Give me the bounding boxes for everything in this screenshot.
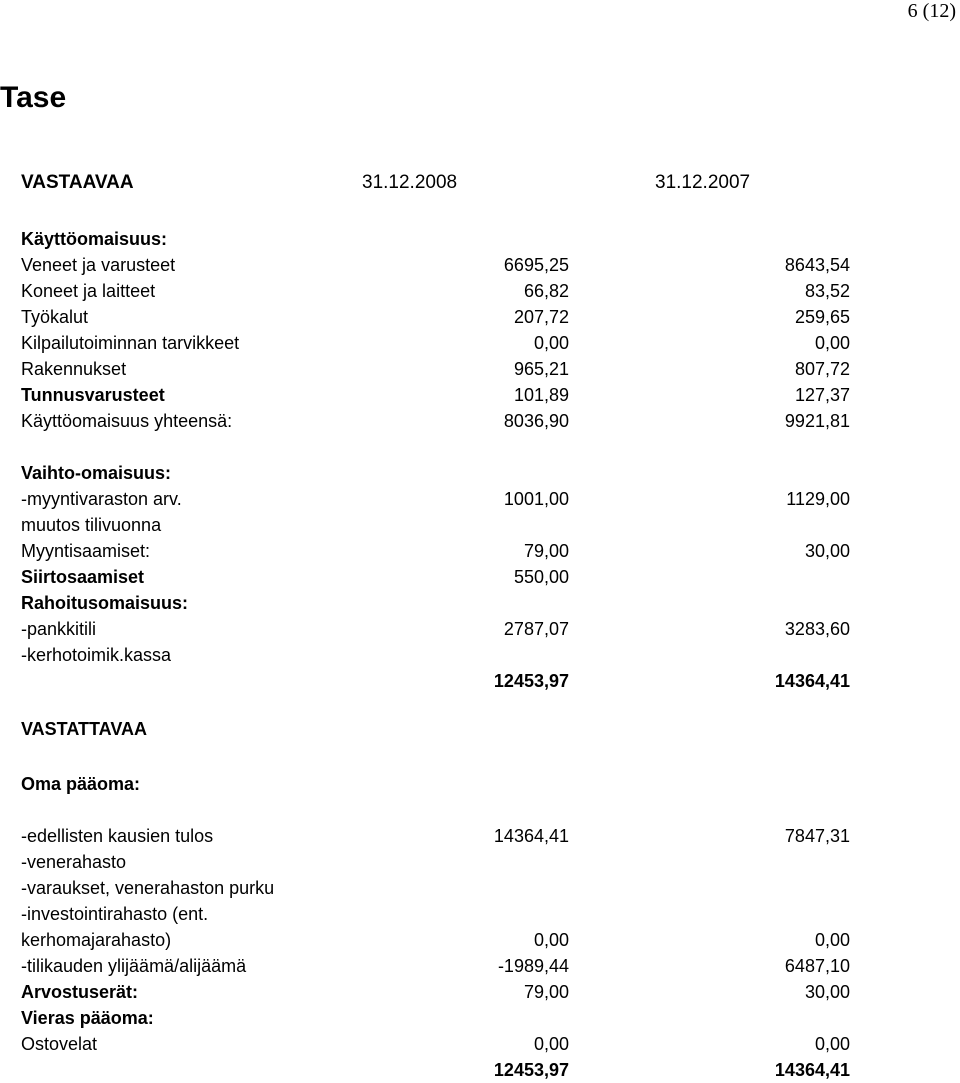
table-row xyxy=(21,486,960,512)
row-label: -myyntivaraston arv. xyxy=(21,489,182,509)
table-row xyxy=(21,538,960,564)
page-number: 6 (12) xyxy=(907,0,956,22)
value-2007: 259,65 xyxy=(794,307,850,327)
value-2008: 0,00 xyxy=(533,1034,569,1054)
row-label: -varaukset, venerahaston purku xyxy=(21,878,275,898)
table-row xyxy=(21,1005,960,1031)
table-row xyxy=(21,771,960,797)
value-2008: 101,89 xyxy=(513,385,569,405)
value-2008: 12453,97 xyxy=(493,671,569,691)
column-header-2008: 31.12.2008 xyxy=(362,172,458,193)
value-2007: 807,72 xyxy=(794,359,850,379)
row-label: Veneet ja varusteet xyxy=(21,255,176,275)
value-2008: 1001,00 xyxy=(503,489,569,509)
value-2007: 14364,41 xyxy=(774,671,850,691)
table-row xyxy=(21,512,960,538)
row-label: Kilpailutoiminnan tarvikkeet xyxy=(21,333,240,353)
row-label: Koneet ja laitteet xyxy=(21,281,156,301)
table-row xyxy=(21,460,960,486)
value-2008: 12453,97 xyxy=(493,1060,569,1080)
value-2007: 8643,54 xyxy=(784,255,850,275)
section-header-vastaavaa: VASTAAVAA xyxy=(21,172,134,193)
table-row xyxy=(21,849,960,875)
table-row xyxy=(21,304,960,330)
column-header-2007: 31.12.2007 xyxy=(655,172,751,193)
row-label: Tunnusvarusteet xyxy=(21,385,165,405)
table-row xyxy=(21,408,960,434)
table-row xyxy=(21,278,960,304)
table-row xyxy=(21,590,960,616)
value-2007: 7847,31 xyxy=(784,826,850,846)
row-label: Myyntisaamiset: xyxy=(21,541,151,561)
table-row xyxy=(21,901,960,927)
row-label: -investointirahasto (ent. xyxy=(21,904,209,924)
table-row xyxy=(21,823,960,849)
table-row xyxy=(21,953,960,979)
value-2008: 8036,90 xyxy=(503,411,569,431)
value-2007: 0,00 xyxy=(814,333,850,353)
row-label: Käyttöomaisuus yhteensä: xyxy=(21,411,233,431)
value-2007: 0,00 xyxy=(814,930,850,950)
value-2007: 1129,00 xyxy=(786,489,850,509)
table-row xyxy=(21,382,960,408)
row-label: Käyttöomaisuus: xyxy=(21,229,168,249)
value-2008: -1989,44 xyxy=(497,956,569,976)
table-row xyxy=(21,979,960,1005)
row-label: -venerahasto xyxy=(21,852,127,872)
row-label: VASTATTAVAA xyxy=(21,719,147,739)
value-2008: 14364,41 xyxy=(493,826,569,846)
row-label: Työkalut xyxy=(21,307,89,327)
row-label: Oma pääoma: xyxy=(21,774,141,794)
table-row xyxy=(21,642,960,668)
value-2007: 0,00 xyxy=(814,1034,850,1054)
value-2008: 79,00 xyxy=(523,541,569,561)
row-label: -kerhotoimik.kassa xyxy=(21,645,172,665)
row-label: muutos tilivuonna xyxy=(21,515,162,535)
table-row xyxy=(21,330,960,356)
value-2007: 3283,60 xyxy=(784,619,850,639)
table-row xyxy=(21,927,960,953)
table-row xyxy=(21,252,960,278)
table-row xyxy=(21,1057,960,1083)
row-label: Rahoitusomaisuus: xyxy=(21,593,189,613)
value-2008: 6695,25 xyxy=(503,255,569,275)
value-2008: 79,00 xyxy=(523,982,569,1002)
value-2007: 14364,41 xyxy=(774,1060,850,1080)
value-2008: 0,00 xyxy=(533,333,569,353)
table-row xyxy=(21,226,960,252)
row-label: Ostovelat xyxy=(21,1034,98,1054)
row-label: -tilikauden ylijäämä/alijäämä xyxy=(21,956,247,976)
row-label: Vaihto-omaisuus: xyxy=(21,463,172,483)
value-2008: 965,21 xyxy=(513,359,569,379)
value-2007: 9921,81 xyxy=(784,411,850,431)
row-label: kerhomajarahasto) xyxy=(21,930,172,950)
value-2008: 66,82 xyxy=(523,281,569,301)
table-row xyxy=(21,1031,960,1057)
row-label: Rakennukset xyxy=(21,359,127,379)
table-row xyxy=(21,564,960,590)
value-2008: 0,00 xyxy=(533,930,569,950)
row-label: -pankkitili xyxy=(21,619,97,639)
row-label: -edellisten kausien tulos xyxy=(21,826,214,846)
page-title: Tase xyxy=(0,81,67,114)
value-2008: 207,72 xyxy=(513,307,569,327)
value-2007: 83,52 xyxy=(804,281,850,301)
table-row xyxy=(21,616,960,642)
table-row xyxy=(21,716,960,742)
value-2007: 30,00 xyxy=(804,982,850,1002)
value-2008: 2787,07 xyxy=(503,619,569,639)
row-label: Siirtosaamiset xyxy=(21,567,145,587)
value-2008: 550,00 xyxy=(513,567,569,587)
value-2007: 30,00 xyxy=(804,541,850,561)
row-label: Arvostuserät: xyxy=(21,982,139,1002)
table-row xyxy=(21,668,960,694)
value-2007: 6487,10 xyxy=(784,956,850,976)
table-row xyxy=(21,356,960,382)
row-label: Vieras pääoma: xyxy=(21,1008,154,1028)
value-2007: 127,37 xyxy=(794,385,850,405)
table-row xyxy=(21,875,960,901)
